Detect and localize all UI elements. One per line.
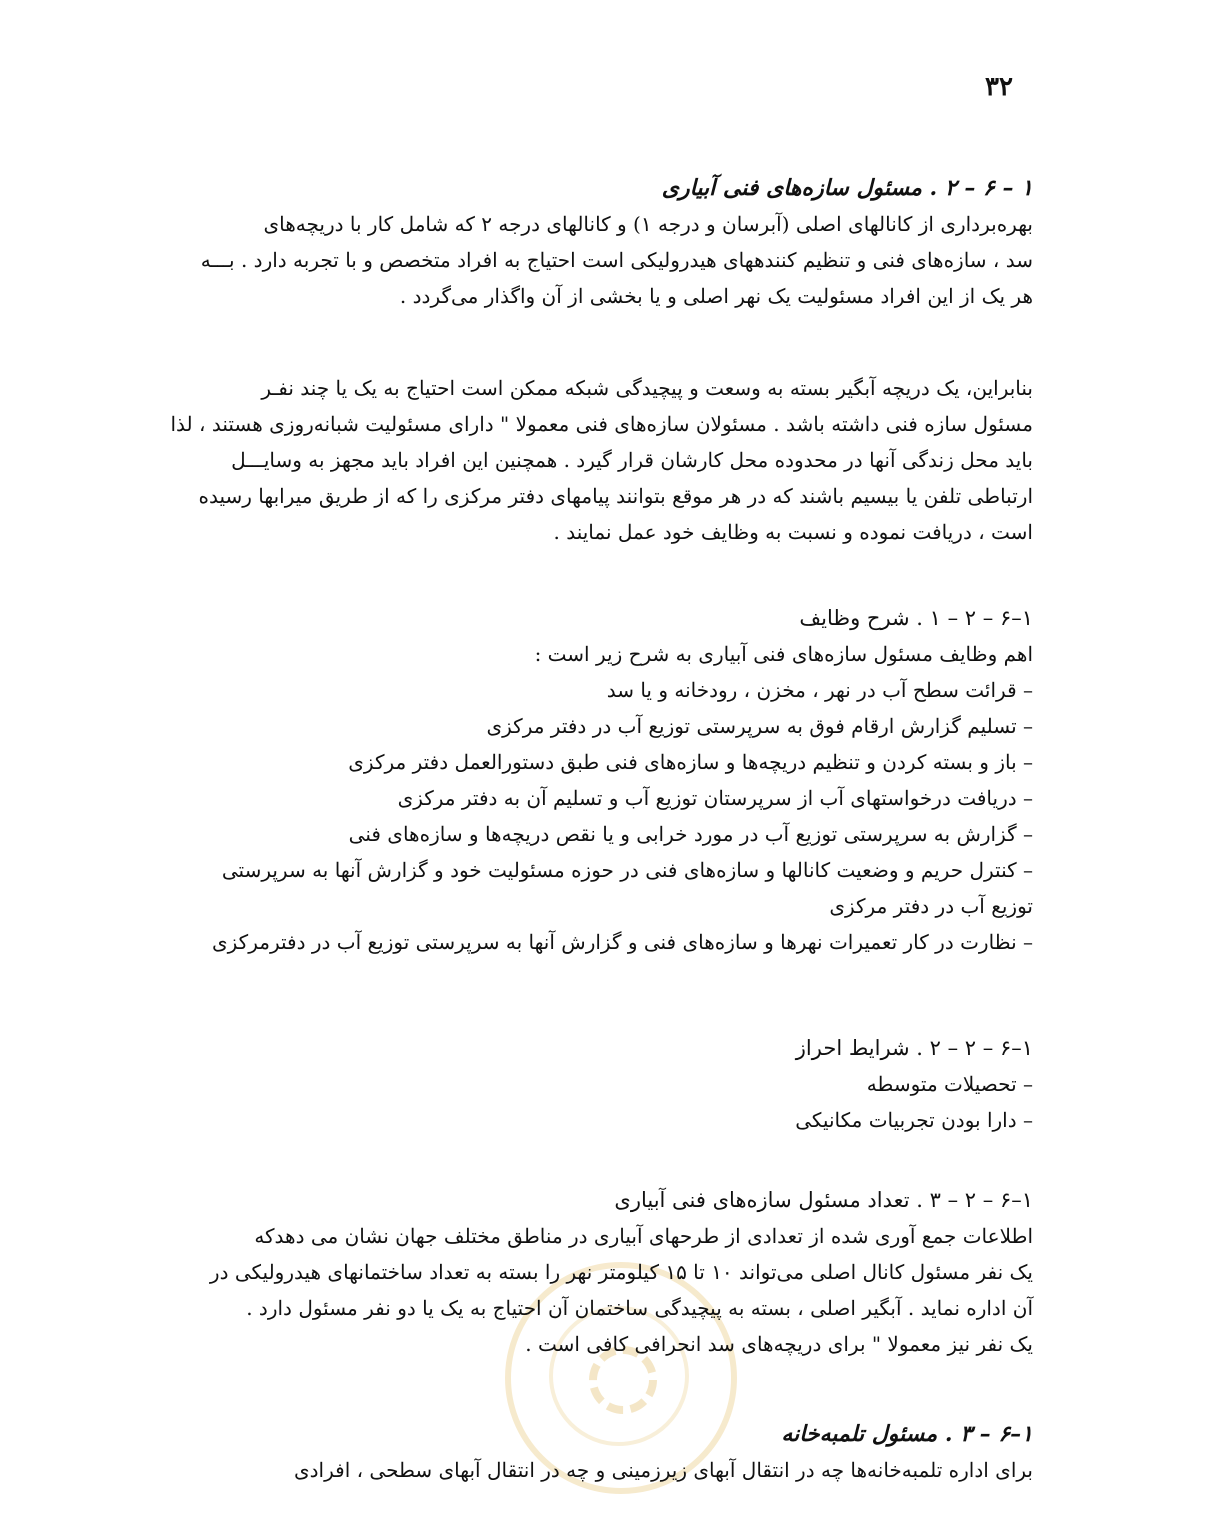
paragraph [203, 1452, 1033, 1488]
text-line: مسئول سازه فنی داشته باشد . مسئولان سازه‌های فنی معمولا " دارای مسئولیت شبانه‌روزی هستند ، لذا [170, 412, 1033, 436]
section-qualifications [433, 1030, 1033, 1138]
subsection-heading: ۱–۶ – ۲ – ۳ . تعداد مسئول سازه‌های فنی آبیاری [614, 1188, 1033, 1212]
text-line: بهره‌برداری از کانالهای اصلی (آبرسان و درجه ۱) و کانالهای درجه ۲ که شامل کار با دریچه‌های [263, 212, 1033, 236]
section-heading: ۱–۶ – ۳ . مسئول تلمبه‌خانه [781, 1421, 1033, 1447]
text-line: ارتباطی تلفن یا بیسیم باشند که در هر موقع بتوانند پیامهای دفتر مرکزی را که از طریق میرابها رسیده [198, 484, 1033, 508]
list-item: – باز و بسته کردن و تنظیم دریچه‌ها و سازه‌های فنی طبق دستورالعمل دفتر مرکزی [348, 750, 1033, 774]
page-number: ۳۲ [985, 72, 1013, 102]
list-item: – دارا بودن تجربیات مکانیکی [795, 1108, 1033, 1132]
section-technical-structures-officer [200, 170, 1033, 314]
paragraph [170, 370, 1033, 550]
text-line: سد ، سازه‌های فنی و تنظیم کنندههای هیدرولیکی است احتیاج به افراد متخصص و با تجربه دارد . بـــه [200, 248, 1033, 272]
list-item: – گزارش به سرپرستی توزیع آب در مورد خرابی و یا نقص دریچه‌ها و سازه‌های فنی [348, 822, 1033, 846]
section-heading: ۱ – ۶ – ۲ . مسئول سازه‌های فنی آبیاری [661, 175, 1033, 201]
list-item: – قرائت سطح آب در نهر ، مخزن ، رودخانه و یا سد [606, 678, 1033, 702]
text-line: یک نفر مسئول کانال اصلی می‌تواند ۱۰ تا ۱۵ کیلومتر نهر را بسته به تعداد ساختمانهای هیدرولیکی در [209, 1260, 1033, 1284]
text-line: بنابراین، یک دریچه آبگیر بسته به وسعت و پیچیدگی شبکه ممکن است احتیاج به یک یا چند نفـر [261, 376, 1033, 400]
list-item: – دریافت درخواستهای آب از سرپرستان توزیع آب و تسلیم آن به دفتر مرکزی [397, 786, 1033, 810]
list-item: – تحصیلات متوسطه [866, 1072, 1033, 1096]
text-line: یک نفر نیز معمولا " برای دریچه‌های سد انحرافی کافی است . [525, 1332, 1033, 1356]
intro-line: اهم وظایف مسئول سازه‌های فنی آبیاری به شرح زیر است : [534, 642, 1033, 666]
section-pump-station-officer [203, 1416, 1033, 1488]
text-line: است ، دریافت نموده و نسبت به وظایف خود عمل نمایند . [553, 520, 1033, 544]
text-line: آن اداره نماید . آبگیر اصلی ، بسته به پیچیدگی ساختمان آن احتیاج به یک یا دو نفر مسئول دارد . [246, 1296, 1033, 1320]
paragraph [200, 206, 1033, 314]
subsection-heading: ۱–۶ – ۲ – ۲ . شرایط احراز [795, 1036, 1033, 1060]
section-duties [173, 600, 1033, 960]
subsection-heading: ۱–۶ – ۲ – ۱ . شرح وظایف [799, 606, 1033, 630]
text-line: باید محل زندگی آنها در محدوده محل کارشان قرار گیرد . همچنین این افراد باید مجهز به وسایـــل [231, 448, 1033, 472]
paragraph [173, 1218, 1033, 1362]
list-item-continuation: توزیع آب در دفتر مرکزی [829, 894, 1033, 918]
list-item: – تسلیم گزارش ارقام فوق به سرپرستی توزیع آب در دفتر مرکزی [486, 714, 1033, 738]
text-line: اطلاعات جمع آوری شده از تعدادی از طرحهای آبیاری در مناطق مختلف جهان نشان می دهدکه [254, 1224, 1033, 1248]
list-item: – کنترل حریم و وضعیت کانالها و سازه‌های فنی در حوزه مسئولیت خود و گزارش آنها به سرپرستی [221, 858, 1033, 882]
section-number-of-officers [173, 1182, 1033, 1362]
text-line: برای اداره تلمبه‌خانه‌ها چه در انتقال آبهای زیرزمینی و چه در انتقال آبهای سطحی ، افرادی [293, 1458, 1033, 1482]
text-line: هر یک از این افراد مسئولیت یک نهر اصلی و یا بخشی از آن واگذار می‌گردد . [399, 284, 1033, 308]
paragraph-therefore [170, 370, 1033, 550]
list-item: – نظارت در کار تعمیرات نهرها و سازه‌های فنی و گزارش آنها به سرپرستی توزیع آب در دفترمرکزی [211, 930, 1033, 954]
